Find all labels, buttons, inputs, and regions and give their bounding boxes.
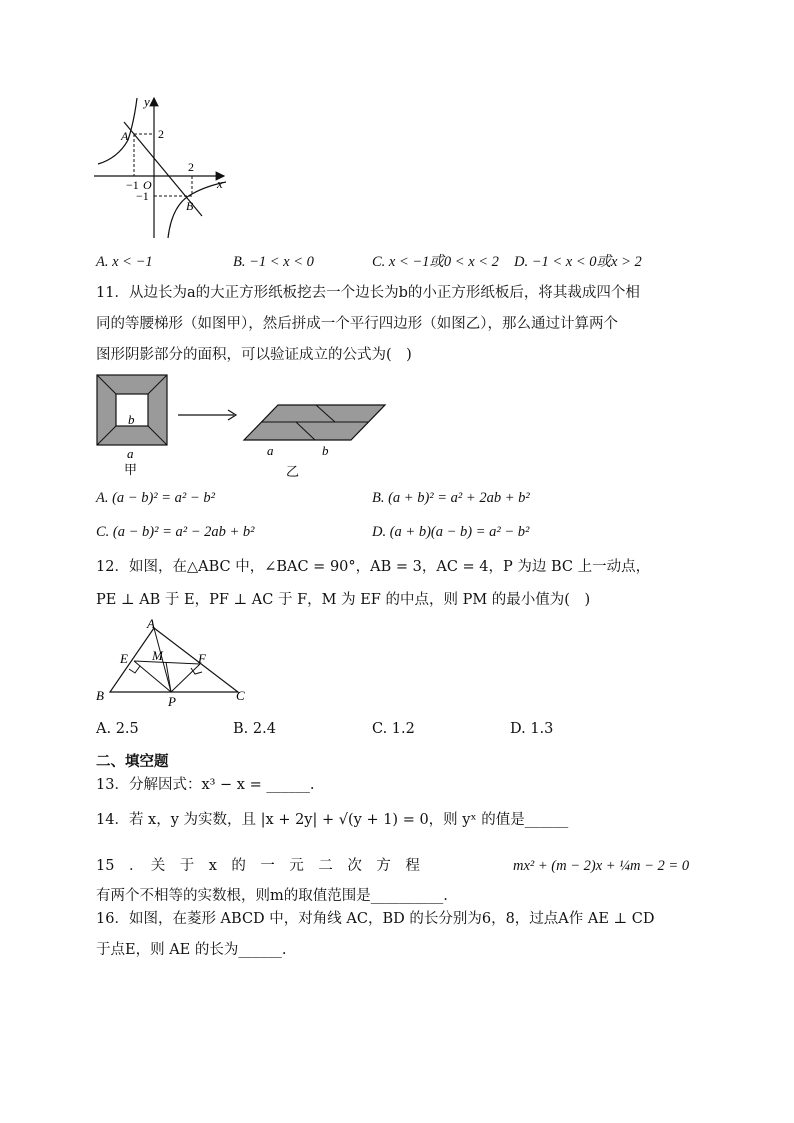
q11-stem-line3: 图形阴影部分的面积，可以验证成立的公式为( ) — [96, 347, 412, 363]
tick-label-x-neg1: −1 — [126, 178, 139, 192]
q10-option-b[interactable]: B. −1 < x < 0 — [233, 254, 314, 270]
tick-label-x-2: 2 — [188, 160, 194, 174]
origin-label: O — [143, 178, 152, 192]
label-p: P — [168, 694, 176, 709]
segment-ef — [134, 661, 200, 664]
q15-stem-line2: 有两个不相等的实数根，则m的取值范围是__________. — [96, 888, 448, 904]
q12-stem-line1: 12．如图，在△ABC 中，∠BAC = 90°，AB = 3，AC = 4，P 为边 BC 上一动点， — [96, 559, 651, 575]
q10-graph — [90, 92, 230, 242]
label-a: A — [147, 616, 155, 631]
label-yi: 乙 — [286, 464, 300, 479]
q15-stem-line1: 15 ． 关 于 x 的 一 元 二 次 方 程 — [96, 858, 420, 874]
label-b: B — [96, 688, 104, 703]
segment-pf — [171, 664, 200, 692]
right-angle-e — [129, 666, 140, 673]
segment-pe — [134, 661, 171, 692]
q11-stem-line1: 11．从边长为a的大正方形纸板挖去一个边长为b的小正方形纸板后，将其裁成四个相 — [96, 285, 640, 301]
label-a: a — [127, 446, 134, 461]
q12-option-d[interactable]: D. 1.3 — [510, 721, 554, 737]
q11-option-a[interactable]: A. (a − b)² = a² − b² — [96, 490, 215, 506]
q12-option-c[interactable]: C. 1.2 — [372, 721, 415, 737]
label-m: M — [152, 648, 163, 663]
q10-option-a[interactable]: A. x < −1 — [96, 254, 153, 270]
q15-equation: mx² + (m − 2)x + ¼m − 2 = 0 — [513, 858, 690, 874]
label-a: a — [267, 443, 274, 458]
tick-label-y-2: 2 — [158, 127, 164, 141]
q12-option-a[interactable]: A. 2.5 — [96, 721, 139, 737]
q11-option-d[interactable]: D. (a + b)(a − b) = a² − b² — [372, 524, 530, 540]
q13-text: 13．分解因式：x³ − x = ______. — [96, 777, 315, 793]
x-axis-label: x — [217, 176, 223, 191]
label-jia: 甲 — [124, 462, 138, 477]
q14-text: 14．若 x，y 为实数，且 |x + 2y| + √(y + 1) = 0，则 yˣ 的值是______ — [96, 812, 569, 828]
q10-option-c[interactable]: C. x < −1或0 < x < 2 — [372, 254, 499, 270]
label-b: b — [128, 412, 135, 427]
q11-arrow — [176, 408, 240, 422]
q11-stem-line2: 同的等腰梯形（如图甲），然后拼成一个平行四边形（如图乙），那么通过计算两个 — [96, 316, 618, 332]
q10-option-d[interactable]: D. −1 < x < 0或x > 2 — [514, 254, 642, 270]
point-a-label: A — [121, 129, 129, 143]
q12-stem-line2: PE ⊥ AB 于 E，PF ⊥ AC 于 F，M 为 EF 的中点，则 PM 的最小值为( ) — [96, 592, 591, 608]
q12-figure — [92, 616, 254, 710]
label-e: E — [120, 651, 128, 666]
q11-option-c[interactable]: C. (a − b)² = a² − 2ab + b² — [96, 524, 255, 540]
tick-label-y-neg1: −1 — [136, 189, 149, 203]
label-b: b — [322, 443, 329, 458]
point-b-label: B — [186, 199, 194, 213]
q16-stem-line1: 16．如图，在菱形 ABCD 中，对角线 AC，BD 的长分别为6，8，过点A作 AE ⊥ CD — [96, 911, 655, 927]
label-f: F — [198, 651, 206, 666]
q11-figure-jia — [94, 372, 174, 482]
q11-figure-yi — [240, 400, 390, 480]
y-axis-label: y — [144, 94, 150, 109]
section-title: 二、填空题 — [96, 753, 169, 770]
right-angle-f — [191, 668, 202, 674]
q11-option-b[interactable]: B. (a + b)² = a² + 2ab + b² — [372, 490, 530, 506]
triangle-abc — [110, 628, 238, 692]
label-c: C — [236, 688, 245, 703]
q16-stem-line2: 于点E，则 AE 的长为______. — [96, 942, 287, 958]
q12-option-b[interactable]: B. 2.4 — [233, 721, 276, 737]
